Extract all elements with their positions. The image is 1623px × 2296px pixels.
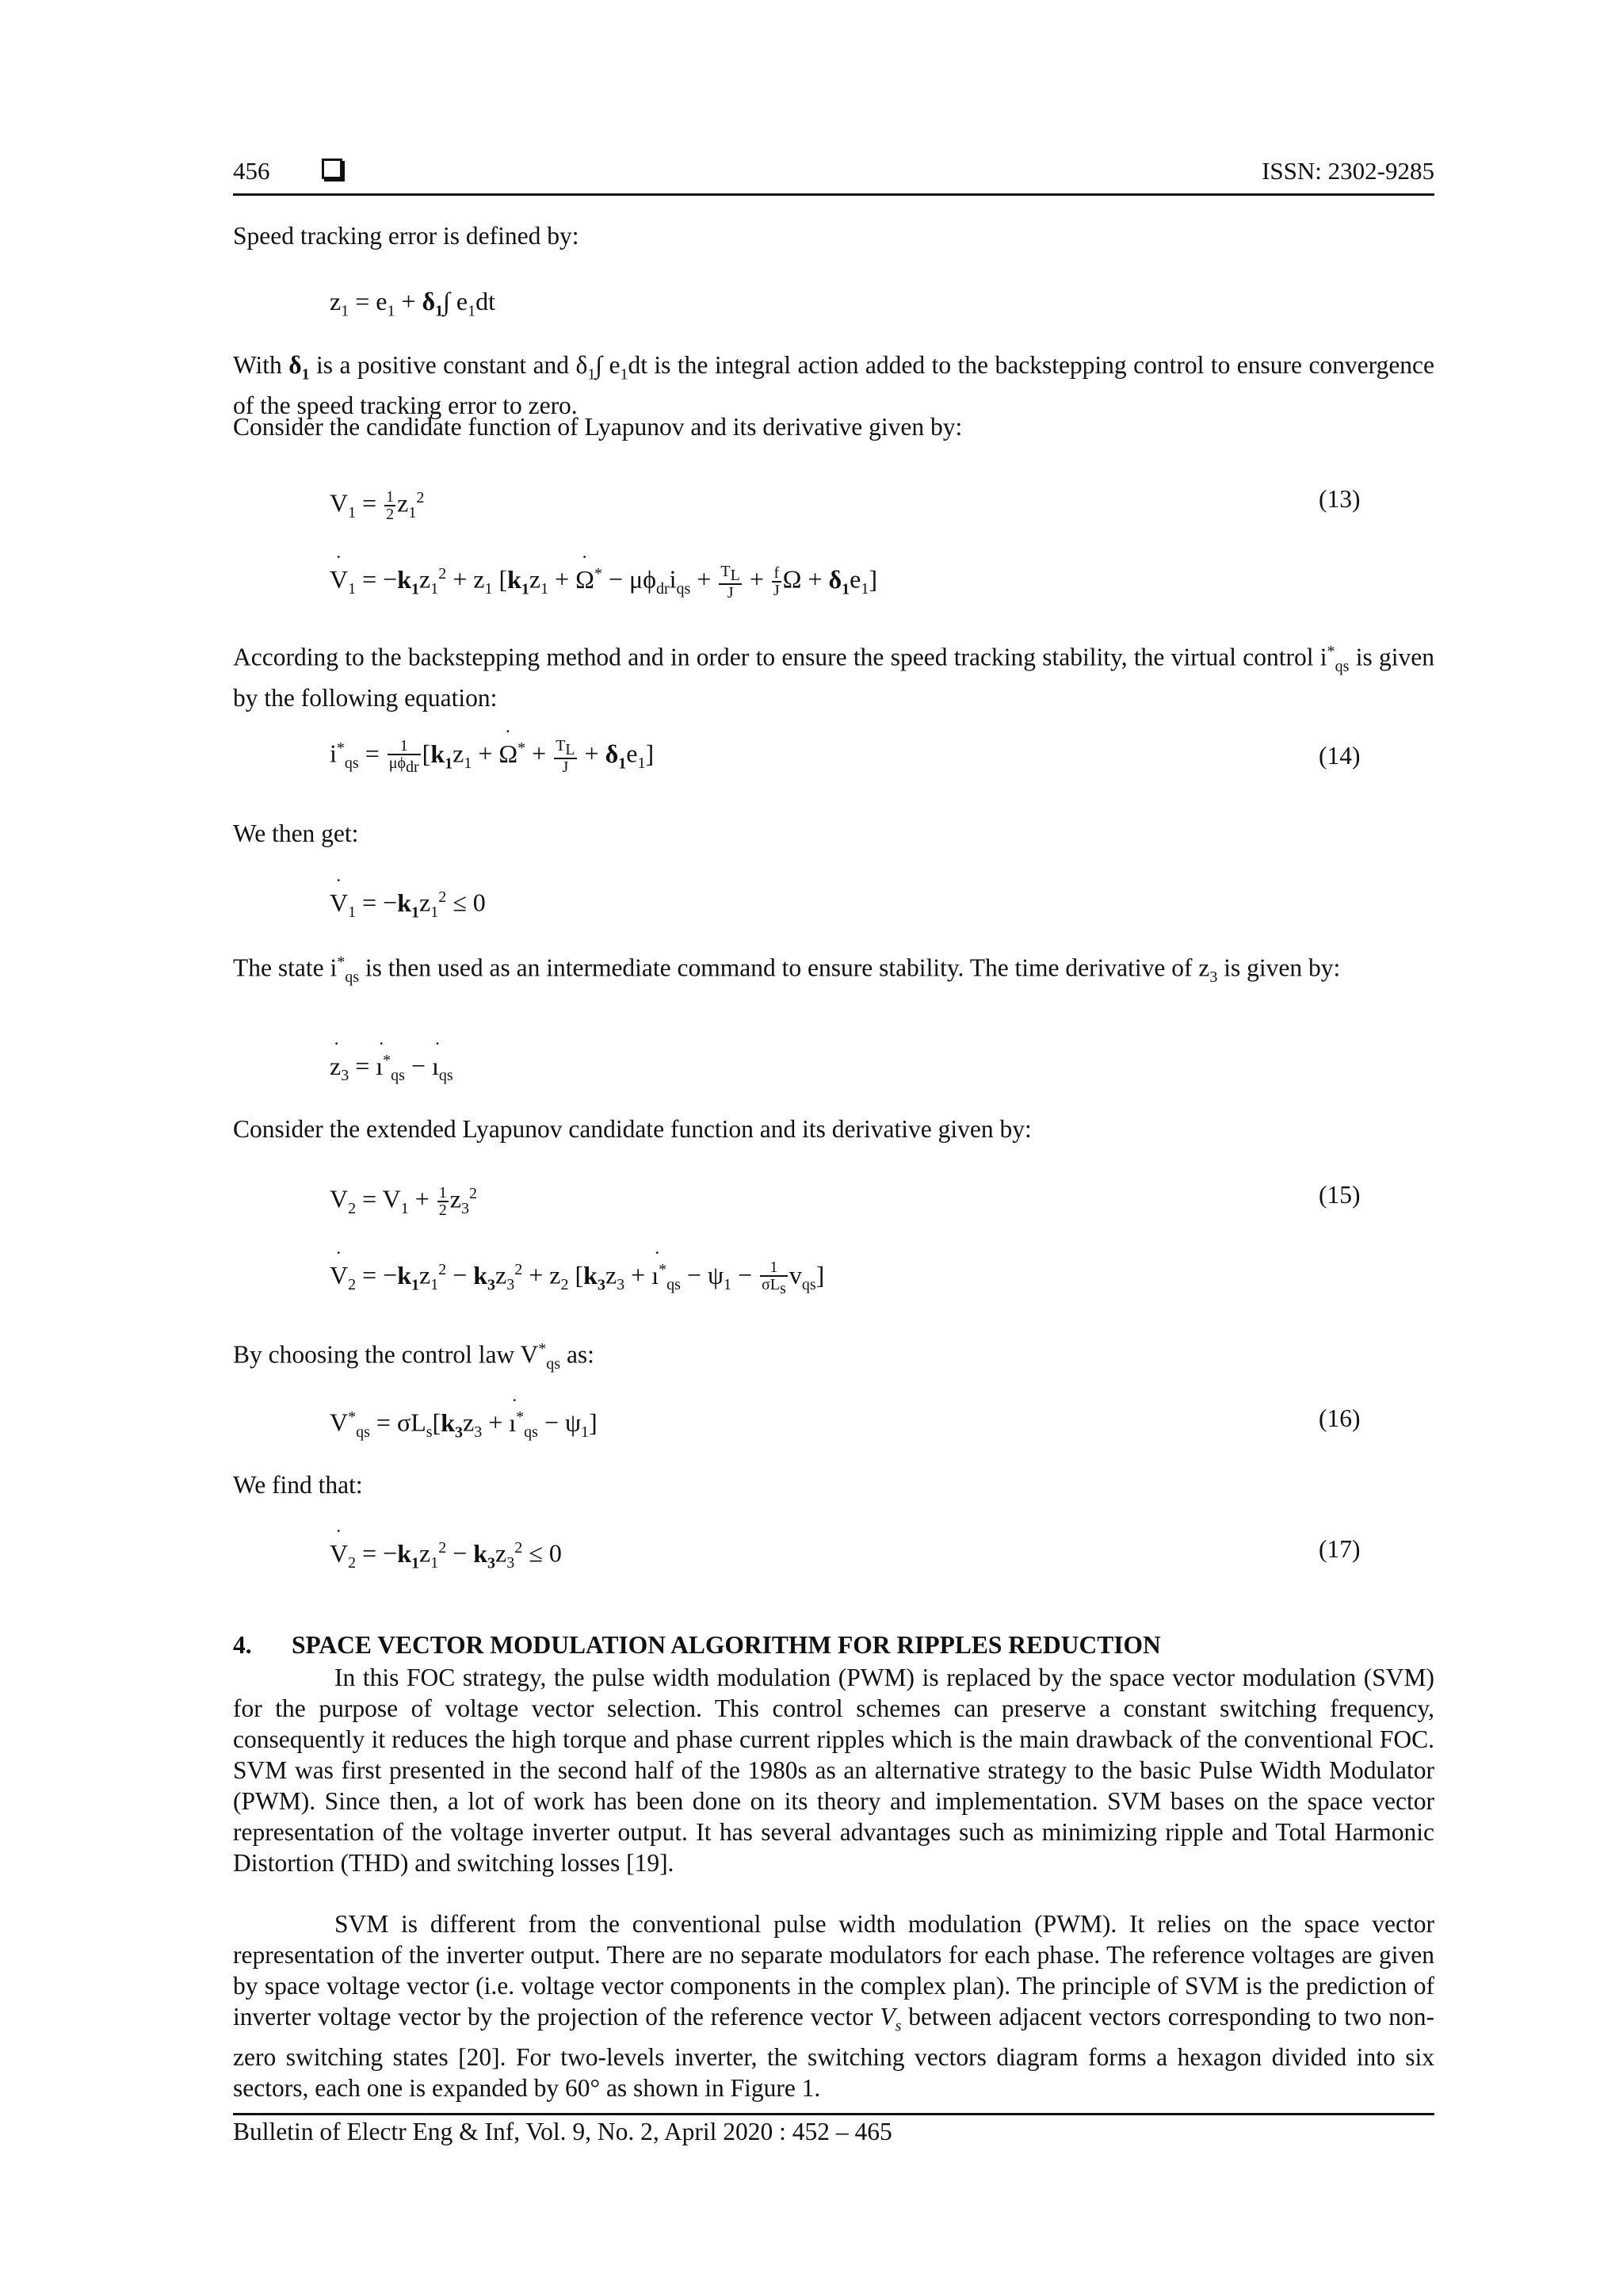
equation-v1-dot: V $˙_1 = -k_1z_1^2 + z_1$ [$k_1z_1 + \Omega$ ˙* − $\mu\phi_{dr}i_{qs}$ + $\frac{T_L}{J}$ + $\frac{f}{J}$ $\Omega + \delta_1e_1$] — [330, 558, 877, 605]
equation-v2-dot: V $˙_2 = -k_1z_1^2 - k_3z_3^2 + z_2$ [$k_3z_3$ + ı $˙^*_{qs} - \psi_1$ − $\frac{1}{\sigma L_s}$ $v_{qs}$] — [330, 1254, 824, 1301]
paragraph-according: According to the backstepping method and in order to ensure the speed tracking stability, the virtual control $i^*_{qs}$ is given by the following equation: — [233, 643, 1434, 712]
section-heading — [233, 1631, 1161, 1660]
equation-v1-dot-le-0: V $˙_1 = -k_1z_1^2 \le 0$ — [330, 881, 486, 928]
equation-number-13: (13) — [1319, 485, 1361, 513]
equation-number-17: (17) — [1319, 1535, 1361, 1563]
equation-number-15: (15) — [1319, 1181, 1361, 1209]
paragraph-choosing: By choosing the control law $V^*_{qs}$ as: — [233, 1340, 594, 1373]
equation-v2: $V_2 = V_1$ + $\frac{1}{2}$ $z_3^2$ — [330, 1184, 477, 1220]
section-paragraph-1: In this FOC strategy, the pulse width modulation (PWM) is replaced by the space vector modulation (SVM) for the purpose of voltage vector selection. This control schemes can preserve a constant switching frequency, consequently it reduces the high torque and phase current ripples which is the main drawback of the conventional FOC. SVM was first presented in the second half of the 1980s as an alternative strategy to the basic Pulse Width Modulator (PWM). Since then, a lot of work has been done on its theory and implementation. SVM bases on the space vector representation of the voltage inverter output. It has several advantages such as minimizing ripple and Total Harmonic Distortion (THD) and switching losses [19]. — [233, 1664, 1434, 1877]
paragraph-consider-lyapunov: Consider the candidate function of Lyapunov and its derivative given by: — [233, 413, 963, 441]
section-paragraph-2: SVM is different from the conventional pulse width modulation (PWM). It relies on the space vector representation of the inverter output. There are no separate modulators for each phase. The reference voltages are given by space voltage vector (i.e. voltage vector components in the complex plan). The principle of SVM is the prediction of inverter voltage vector by the projection of the reference vector $V_s$ between adjacent vectors corresponding to two non-zero switching states [20]. For two-levels inverter, the switching vectors diagram forms a hexagon divided into six sectors, each one is expanded by 60° as shown in Figure 1. — [233, 1910, 1435, 2103]
equation-number-16: (16) — [1319, 1404, 1361, 1432]
footer-rule — [233, 2113, 1434, 2115]
equation-number-14: (14) — [1319, 742, 1361, 770]
page-number: 456 — [233, 157, 270, 185]
square-bullet-icon — [322, 159, 342, 179]
section-number: 4. — [233, 1631, 252, 1659]
paragraph-with-delta: With $\delta_1$ is a positive constant and $\delta_1\int$ $e_1dt$ is the integral action added to the backstepping control to ensure convergence of the speed tracking error to zero. — [233, 351, 1435, 420]
paragraph-we-find: We find that: — [233, 1471, 363, 1499]
equation-iqs-star: $i^*_{qs}$ = $\frac{1}{\mu\phi_{dr}}$ [$k_1z_1 + \Omega$ ˙* + $\frac{T_L}{J}$ + $\delta_1e_1$] — [330, 732, 654, 779]
page-header — [233, 155, 1434, 196]
section-title: SPACE VECTOR MODULATION ALGORITHM FOR RIPPLES REDUCTION — [292, 1631, 1161, 1659]
equation-z1: $z_1 = e_1 + \delta_1\int$ $e_1dt$ — [330, 287, 495, 320]
paragraph-state: The state $i^*_{qs}$ is then used as an intermediate command to ensure stability. The time derivative of $z_3$ is given by: — [233, 953, 1341, 986]
equation-vqs-star: $V^*_{qs} = \sigma L_s[k_3z_3$ + ı $˙^*_{qs} - \psi_1$] — [330, 1401, 598, 1448]
paragraph-consider-extended: Consider the extended Lyapunov candidate function and its derivative given by: — [233, 1115, 1032, 1143]
issn: ISSN: 2302-9285 — [1262, 157, 1434, 185]
paragraph-speed-error: Speed tracking error is defined by: — [233, 222, 579, 250]
paragraph-we-then-get: We then get: — [233, 819, 359, 847]
equation-v2-dot-le-0: V $˙_2 = -k_1z_1^2 - k_3z_3^2 \le 0$ — [330, 1532, 562, 1579]
footer-citation: Bulletin of Electr Eng & Inf, Vol. 9, No. 2, April 2020 : 452 – 465 — [233, 2118, 892, 2145]
equation-v1: $V_1$ = $\frac{1}{2}$ $z_1^2$ — [330, 488, 425, 524]
equation-z3-dot: z $˙_3$ = ı $˙^*_{qs}$ − ı $˙_{qs}$ — [330, 1045, 453, 1091]
